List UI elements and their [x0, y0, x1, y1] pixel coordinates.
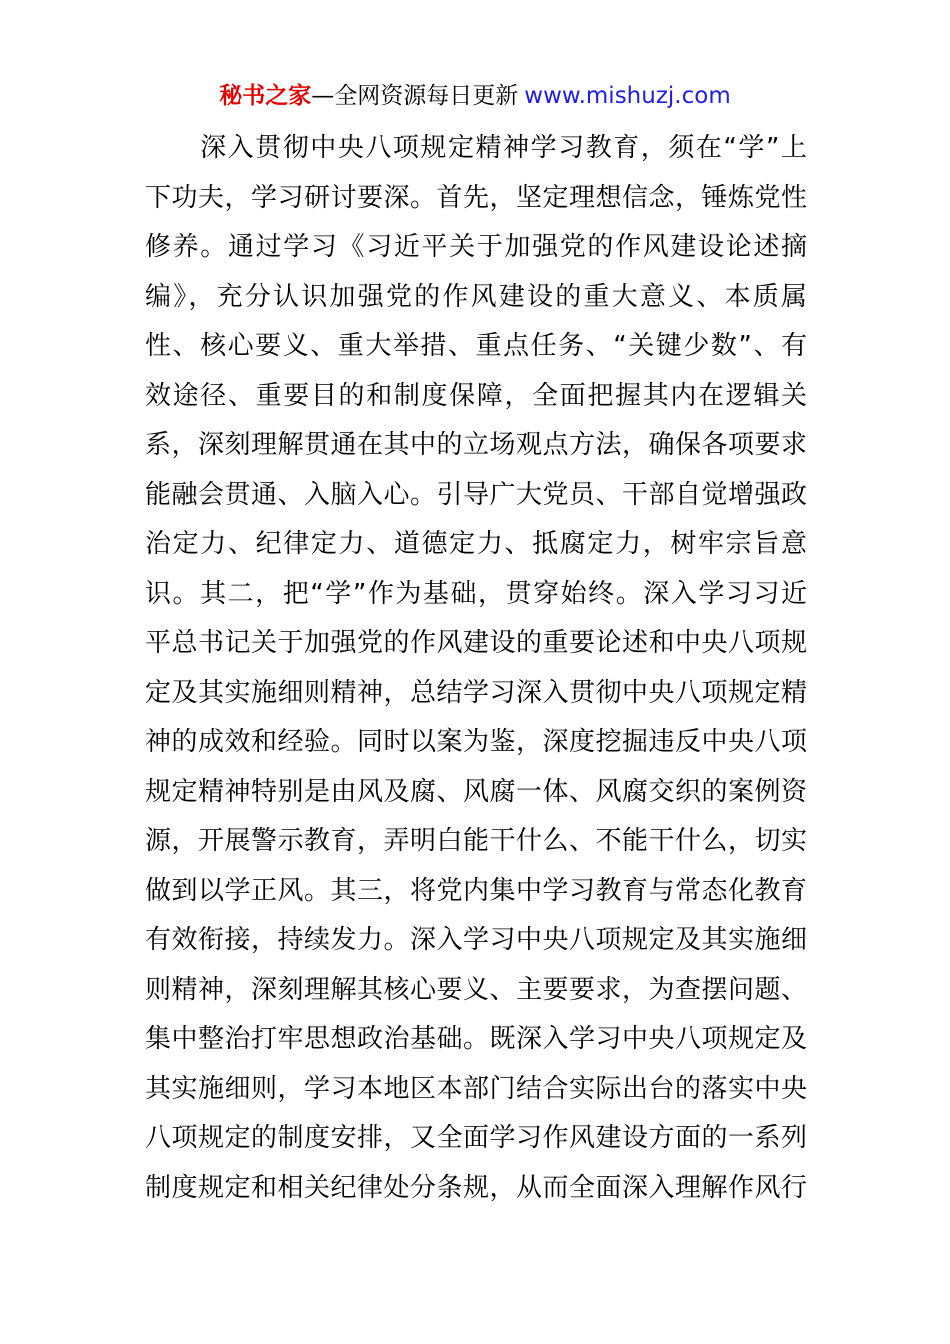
text-line: 制度规定和相关纪律处分条规，从而全面深入理解作风行 [145, 1172, 807, 1203]
text-line: 定及其实施细则精神，总结学习深入贯彻中央八项规定精 [145, 677, 807, 708]
text-line: 识。其二，把“学”作为基础，贯穿始终。深入学习习近 [145, 578, 807, 609]
site-tagline: —全网资源每日更新 [311, 83, 519, 109]
site-header [0, 80, 950, 112]
text-line: 集中整治打牢思想政治基础。既深入学习中央八项规定及 [145, 1024, 807, 1054]
text-line: 规定精神特别是由风及腐、风腐一体、风腐交织的案例资 [145, 776, 807, 807]
text-line: 编》，充分认识加强党的作风建设的重大意义、本质属 [145, 281, 807, 312]
site-brand: 秘书之家 [219, 83, 312, 109]
text-line: 修养。通过学习《习近平关于加强党的作风建设论述摘 [145, 232, 807, 262]
text-line: 有效衔接，持续发力。深入学习中央八项规定及其实施细 [145, 925, 807, 955]
text-line: 源，开展警示教育，弄明白能干什么、不能干什么，切实 [145, 826, 807, 856]
article-body [145, 124, 807, 1213]
text-line: 系，深刻理解贯通在其中的立场观点方法，确保各项要求 [145, 430, 807, 460]
site-url-link[interactable]: www.mishuzj.com [524, 83, 731, 109]
text-line: 性、核心要义、重大举措、重点任务、“关键少数”、有 [145, 331, 807, 361]
text-line: 八项规定的制度安排，又全面学习作风建设方面的一系列 [145, 1123, 807, 1153]
text-line: 平总书记关于加强党的作风建设的重要论述和中央八项规 [145, 628, 807, 658]
text-line: 做到以学正风。其三，将党内集中学习教育与常态化教育 [145, 875, 807, 906]
text-line: 下功夫，学习研讨要深。首先，坚定理想信念，锤炼党性 [145, 182, 807, 213]
text-line: 效途径、重要目的和制度保障，全面把握其内在逻辑关 [145, 380, 807, 411]
text-line: 则精神，深刻理解其核心要义、主要要求，为查摆问题、 [145, 974, 807, 1005]
text-line: 其实施细则，学习本地区本部门结合实际出台的落实中央 [145, 1073, 807, 1104]
text-line: 治定力、纪律定力、道德定力、抵腐定力，树牢宗旨意 [145, 529, 807, 559]
text-line: 深入贯彻中央八项规定精神学习教育，须在“学”上 [145, 133, 807, 163]
text-line: 能融会贯通、入脑入心。引导广大党员、干部自觉增强政 [145, 479, 807, 510]
text-line: 神的成效和经验。同时以案为鉴，深度挖掘违反中央八项 [145, 727, 807, 757]
